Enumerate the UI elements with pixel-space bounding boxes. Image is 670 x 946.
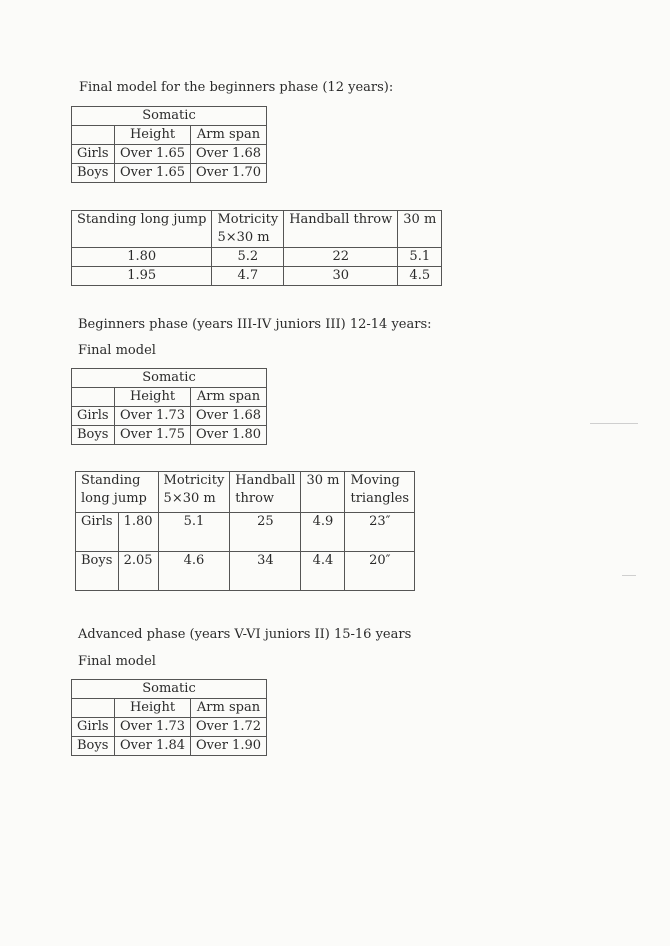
section3-somatic-table: [71, 679, 267, 756]
col-height: Height: [115, 388, 191, 407]
row-label: Girls: [72, 407, 115, 426]
table-row: [72, 145, 267, 164]
cell-armspan: Over 1.72: [191, 718, 267, 737]
cell-30m: 4.5: [398, 267, 442, 286]
col-moving: Moving triangles: [345, 472, 415, 513]
table-row: [72, 164, 267, 183]
somatic-title: Somatic: [72, 107, 267, 126]
row-label: Girls: [72, 718, 115, 737]
section2-heading: Beginners phase (years III-IV juniors III) 12-14 years:: [78, 317, 432, 332]
col-jump: Standing long jump: [72, 211, 212, 248]
cell-handball: 25: [230, 513, 301, 552]
cell-30m: 4.4: [301, 552, 345, 591]
table-row: [72, 211, 442, 248]
cell-height: Over 1.65: [115, 164, 191, 183]
section1-heading: Final model for the beginners phase (12 years):: [79, 80, 394, 95]
cell-height: Over 1.84: [115, 737, 191, 756]
cell-height: Over 1.73: [115, 407, 191, 426]
cell-jump: 1.80: [118, 513, 158, 552]
col-handball: Handball throw: [230, 472, 301, 513]
empty-cell: [72, 388, 115, 407]
col-handball: Handball throw: [284, 211, 398, 248]
section1-motor-table: [71, 210, 442, 286]
somatic-title: Somatic: [72, 680, 267, 699]
section2-motor-table: [75, 471, 415, 591]
scan-mark: [590, 423, 638, 424]
cell-armspan: Over 1.68: [191, 145, 267, 164]
col-height: Height: [115, 699, 191, 718]
section2-subheading: Final model: [78, 343, 156, 358]
section3-subheading: Final model: [78, 654, 156, 669]
row-label: Boys: [72, 426, 115, 445]
section2-somatic-table: [71, 368, 267, 445]
cell-motricity: 5.1: [158, 513, 230, 552]
row-label: Boys: [72, 737, 115, 756]
col-30m: 30 m: [398, 211, 442, 248]
table-row: [72, 388, 267, 407]
empty-cell: [72, 699, 115, 718]
cell-jump: 1.80: [72, 248, 212, 267]
cell-armspan: Over 1.90: [191, 737, 267, 756]
table-row: [72, 267, 442, 286]
cell-armspan: Over 1.70: [191, 164, 267, 183]
scan-mark: [622, 575, 636, 576]
table-row: [72, 699, 267, 718]
cell-handball: 34: [230, 552, 301, 591]
col-motricity: Motricity 5×30 m: [158, 472, 230, 513]
table-row: [72, 718, 267, 737]
table-row: [72, 107, 267, 126]
table-row: [72, 248, 442, 267]
col-30m: 30 m: [301, 472, 345, 513]
cell-moving: 20″: [345, 552, 415, 591]
col-height: Height: [115, 126, 191, 145]
cell-jump: 2.05: [118, 552, 158, 591]
cell-armspan: Over 1.80: [191, 426, 267, 445]
empty-cell: [72, 126, 115, 145]
col-armspan: Arm span: [191, 699, 267, 718]
cell-handball: 30: [284, 267, 398, 286]
section1-somatic-table: [71, 106, 267, 183]
somatic-title: Somatic: [72, 369, 267, 388]
table-row: [72, 407, 267, 426]
table-row: [72, 369, 267, 388]
cell-30m: 4.9: [301, 513, 345, 552]
cell-height: Over 1.65: [115, 145, 191, 164]
table-row: [72, 680, 267, 699]
cell-motricity: 5.2: [212, 248, 284, 267]
col-armspan: Arm span: [191, 126, 267, 145]
col-motricity: Motricity 5×30 m: [212, 211, 284, 248]
table-row: [76, 472, 415, 513]
cell-30m: 5.1: [398, 248, 442, 267]
cell-motricity: 4.7: [212, 267, 284, 286]
col-armspan: Arm span: [191, 388, 267, 407]
table-row: [72, 737, 267, 756]
table-row: [76, 513, 415, 552]
cell-armspan: Over 1.68: [191, 407, 267, 426]
table-row: [76, 552, 415, 591]
cell-height: Over 1.73: [115, 718, 191, 737]
row-label: Boys: [72, 164, 115, 183]
col-jump: Standing long jump: [76, 472, 159, 513]
table-row: [72, 426, 267, 445]
row-label: Girls: [72, 145, 115, 164]
cell-jump: 1.95: [72, 267, 212, 286]
row-label: Boys: [76, 552, 119, 591]
cell-height: Over 1.75: [115, 426, 191, 445]
table-row: [72, 126, 267, 145]
cell-moving: 23″: [345, 513, 415, 552]
cell-motricity: 4.6: [158, 552, 230, 591]
section3-heading: Advanced phase (years V-VI juniors II) 15-16 years: [78, 627, 412, 642]
row-label: Girls: [76, 513, 119, 552]
cell-handball: 22: [284, 248, 398, 267]
